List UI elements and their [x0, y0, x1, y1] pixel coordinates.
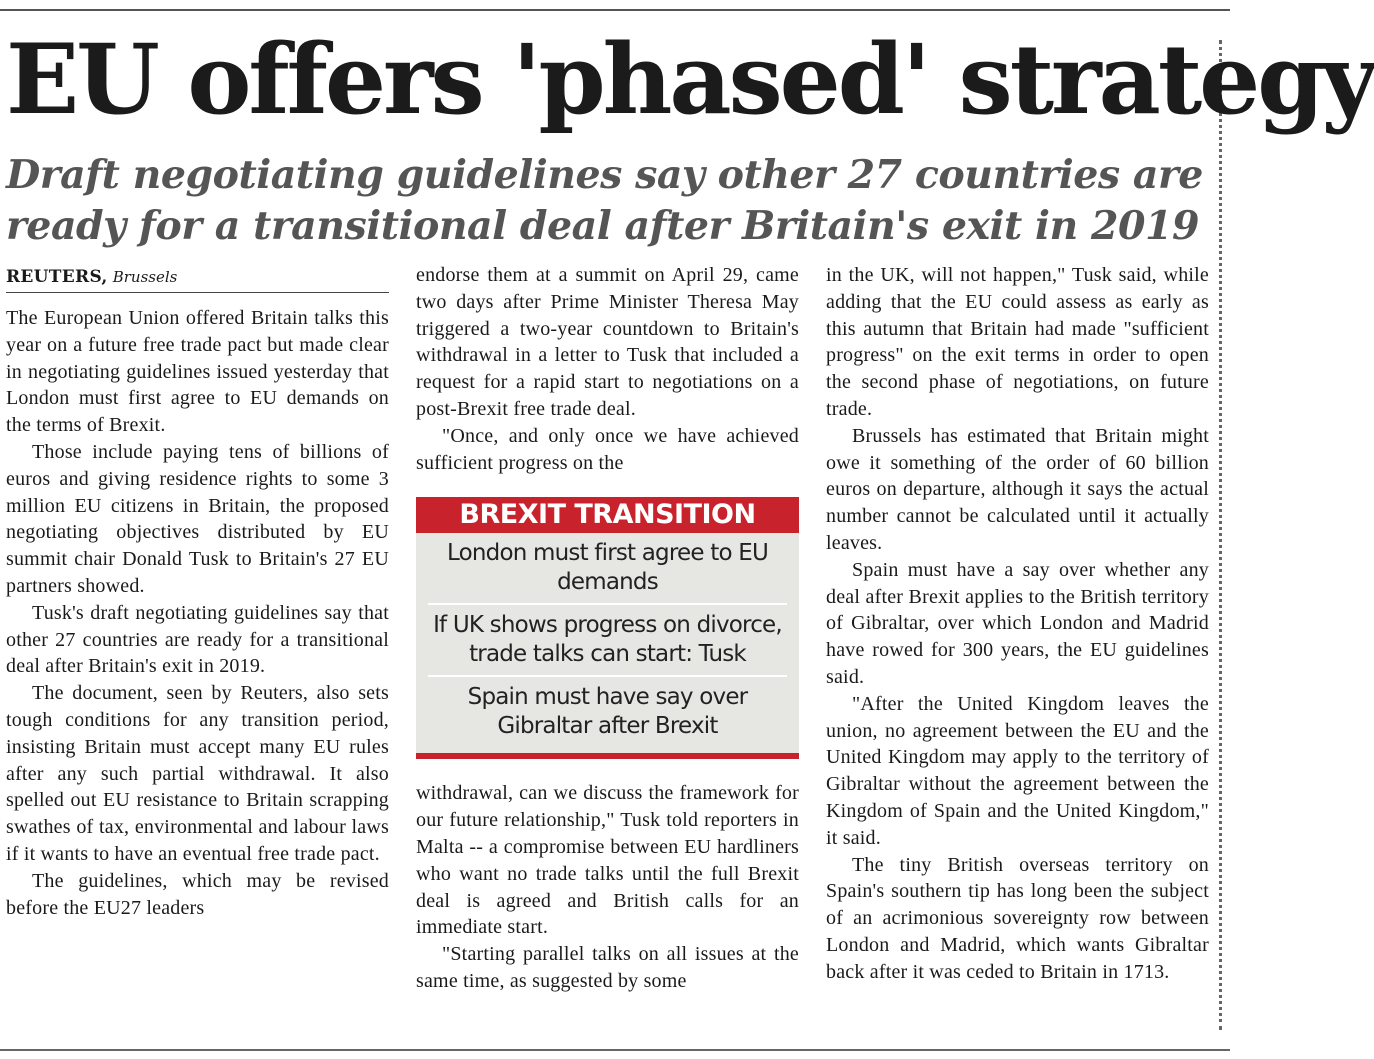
factbox-title: BREXIT TRANSITION [416, 497, 799, 533]
top-rule [0, 9, 1230, 11]
factbox-item [428, 605, 787, 677]
paragraph: endorse them at a summit on April 29, came two days after Prime Minister Theresa May triggered a two-year countdown to Britain's withdrawal in a letter to Tusk that included a request for a rapid start to negotiations on a post-Brexit free trade deal. [416, 264, 799, 420]
factbox-item-line: If UK shows progress on divorce, [433, 612, 782, 639]
paragraph: Those include paying tens of billions of euros and giving residence rights to some 3 million EU citizens in Britain, the proposed negotiating objectives distributed by EU summit chair Donald Tusk to Britain's 27 EU partners showed. [6, 440, 389, 597]
factbox [416, 497, 799, 759]
byline [6, 262, 389, 293]
paragraph: Tusk's draft negotiating guidelines say that other 27 countries are ready for a transitional deal after Britain's exit in 2019. [6, 601, 389, 678]
subhead-line: Draft negotiating guidelines say other 27 countries are [6, 152, 1203, 198]
column-2 [416, 262, 799, 995]
paragraph: The European Union offered Britain talks this year on a future free trade pact but made clear in negotiating guidelines issued yesterday that London must first agree to EU demands on the terms of Brexit. [6, 307, 389, 437]
factbox-item-line: Gibraltar after Brexit [497, 713, 718, 740]
factbox-item [428, 533, 787, 605]
factbox-item-line: London must first agree to EU demands [447, 540, 768, 596]
column-3 [826, 262, 1209, 986]
bottom-rule [0, 1049, 1230, 1051]
byline-place: Brussels [112, 268, 178, 286]
factbox-item [428, 677, 787, 753]
column-1 [6, 262, 389, 921]
paragraph: in the UK, will not happen," Tusk said, while adding that the EU could assess as early as this autumn that Britain had made "sufficient progress" on the exit terms in order to open the second phase of negotiations, on future trade. [826, 264, 1209, 420]
paragraph: "Starting parallel talks on all issues at the same time, as suggested by some [416, 943, 799, 992]
paragraph: "Once, and only once we have achieved sufficient progress on the [416, 424, 799, 474]
byline-agency: REUTERS, [6, 267, 108, 287]
paragraph: "After the United Kingdom leaves the union, no agreement between the EU and the United Kingdom may apply to the territory of Gibraltar without the agreement between the Kingdom of Spain and the United Kingdom," it said. [826, 692, 1209, 849]
paragraph: The document, seen by Reuters, also sets tough conditions for any transition period, insisting Britain must accept many EU rules after any such partial withdrawal. It also spelled out EU resistance to Britain scrapping swathes of tax, environmental and labour laws if it wants to have an eventual free trade pact. [6, 682, 389, 865]
paragraph: The tiny British overseas territory on Spain's southern tip has long been the subject of an acrimonious sovereignty row between London and Madrid, which wants Gibraltar back after it was ceded to Britain in 1713. [826, 853, 1209, 983]
factbox-item-line: Spain must have say over [467, 684, 748, 711]
paragraph: Spain must have a say over whether any deal after Brexit applies to the British territory of Gibraltar, over which London and Madrid have rowed for 300 years, the EU guidelines said. [826, 558, 1209, 688]
subhead-line: ready for a transitional deal after Britain's exit in 2019 [6, 203, 1199, 249]
paragraph: The guidelines, which may be revised before the EU27 leaders [6, 869, 389, 919]
subheadline [6, 150, 1218, 252]
factbox-item-line: trade talks can start: Tusk [469, 641, 746, 668]
paragraph: withdrawal, can we discuss the framework for our future relationship," Tusk told reporters in Malta -- a compromise between EU hardliners who want no trade talks until the full Brexit deal is agreed and British calls for an immediate start. [416, 782, 799, 939]
paragraph: Brussels has estimated that Britain might owe it something of the order of 60 billion euros on departure, although it says the actual number cannot be calculated until it actually leaves. [826, 424, 1209, 554]
headline: EU offers 'phased' strategy [6, 23, 1374, 136]
cut-line-dotted [1219, 40, 1222, 1030]
